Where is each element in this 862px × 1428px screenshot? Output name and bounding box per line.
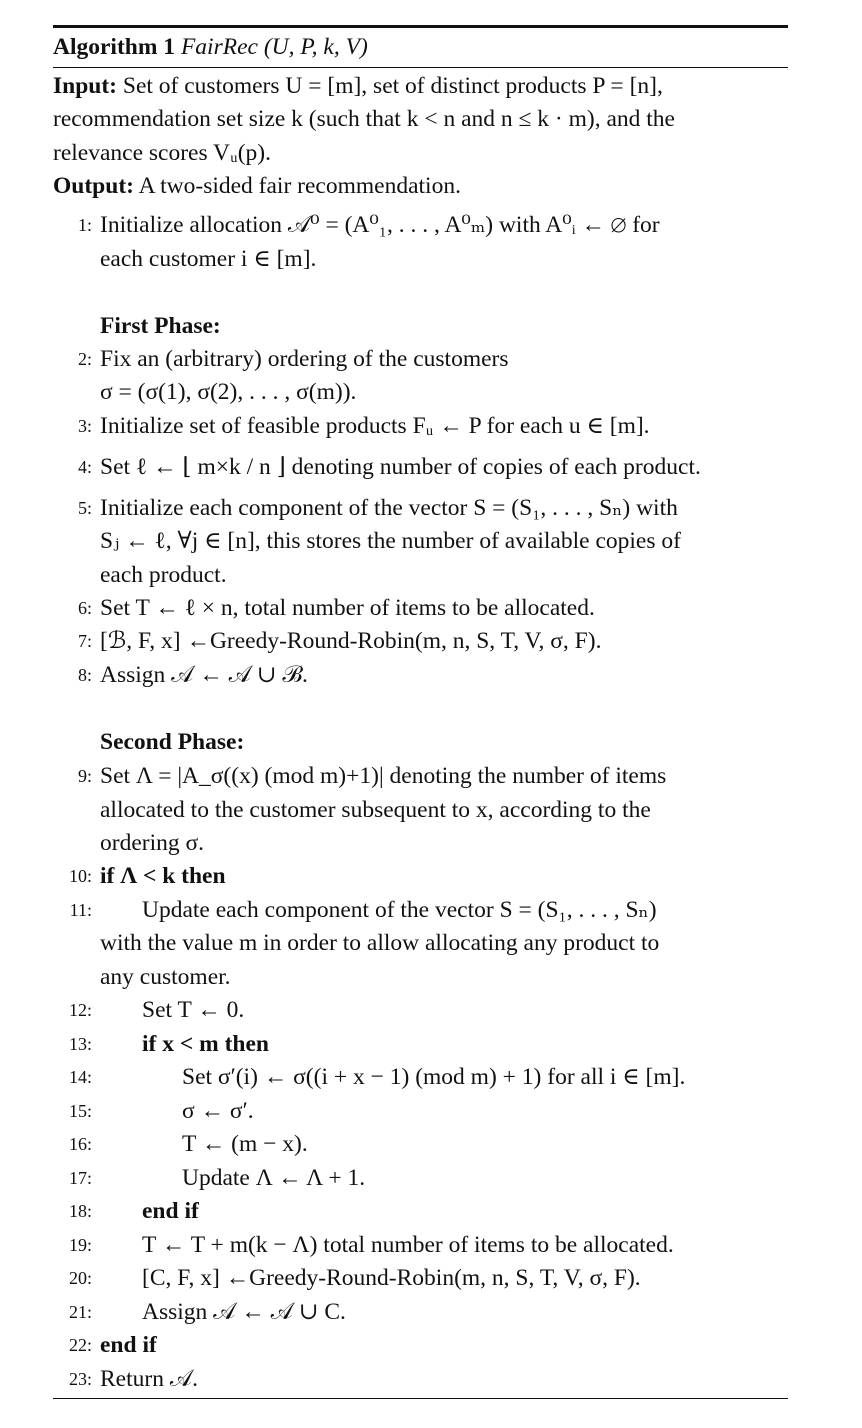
step-number: 3: xyxy=(77,416,92,436)
step-number: 7: xyxy=(77,631,92,651)
step-3-line-1: Initialize set of feasible products Fᵤ ← P for each u ∈ [m]. xyxy=(100,413,650,439)
step-1-line-1: Initialize allocation 𝒜⁰ = (A⁰₁, . . . , A⁰ₘ) with A⁰ᵢ ← ∅ for xyxy=(100,212,660,238)
step-number: 4: xyxy=(77,457,92,477)
step-5-line-1: Initialize each component of the vector S = (S₁, . . . , Sₙ) with xyxy=(100,495,678,521)
step-11-line-3: any customer. xyxy=(100,964,231,990)
step-11-line-1: Update each component of the vector S = (S₁, . . . , Sₙ) xyxy=(142,897,657,923)
step-number: 23: xyxy=(68,1369,92,1389)
top-rule xyxy=(53,25,788,28)
step-number: 21: xyxy=(68,1302,92,1322)
algorithm-name: FairRec xyxy=(180,34,258,60)
step-12-line-1: Set T ← 0. xyxy=(142,997,245,1023)
step-1-line-2: each customer i ∈ [m]. xyxy=(100,246,317,272)
step-number: 22: xyxy=(68,1335,92,1355)
input-line-3: relevance scores Vᵤ(p). xyxy=(53,140,272,166)
step-number: 18: xyxy=(68,1201,92,1221)
step-number: 11: xyxy=(69,900,92,920)
step-4-line-1: Set ℓ ← ⌊ m×k / n ⌋ denoting number of copies of each product. xyxy=(100,454,701,480)
title-rule xyxy=(53,67,788,68)
step-7-line-1: [ℬ, F, x] ←Greedy-Round-Robin(m, n, S, T, V, σ, F). xyxy=(100,628,602,654)
step-21-line-1: Assign 𝒜 ← 𝒜 ∪ C. xyxy=(142,1299,346,1325)
step-19-line-1: T ← T + m(k − Λ) total number of items to be allocated. xyxy=(142,1232,674,1258)
first-phase-heading: First Phase: xyxy=(100,313,221,339)
step-number: 16: xyxy=(68,1134,92,1154)
step-20-line-1: [C, F, x] ←Greedy-Round-Robin(m, n, S, T, V, σ, F). xyxy=(142,1265,641,1291)
step-number: 5: xyxy=(77,498,92,518)
input-line-2: recommendation set size k (such that k < n and n ≤ k · m), and the xyxy=(53,106,675,132)
step-11-line-2: with the value m in order to allow allocating any product to xyxy=(100,930,660,956)
step-10-line-1: if Λ < k then xyxy=(100,863,226,889)
step-22-line-1: end if xyxy=(100,1332,157,1358)
step-number: 10: xyxy=(68,866,92,886)
step-number: 9: xyxy=(77,766,92,786)
step-number: 15: xyxy=(68,1101,92,1121)
step-5-line-3: each product. xyxy=(100,562,227,588)
step-number: 2: xyxy=(77,349,92,369)
step-15-line-1: σ ← σ′. xyxy=(182,1098,254,1124)
step-number: 12: xyxy=(68,1000,92,1020)
step-number: 19: xyxy=(68,1235,92,1255)
algorithm-title xyxy=(53,33,368,61)
step-number: 8: xyxy=(77,665,92,685)
step-8-line-1: Assign 𝒜 ← 𝒜 ∪ ℬ. xyxy=(100,662,308,688)
step-number: 6: xyxy=(77,598,92,618)
step-6-line-1: Set T ← ℓ × n, total number of items to be allocated. xyxy=(100,595,595,621)
step-9-line-3: ordering σ. xyxy=(100,830,205,856)
step-17-line-1: Update Λ ← Λ + 1. xyxy=(182,1165,366,1191)
bottom-rule xyxy=(53,1398,788,1399)
output-line: Output: A two-sided fair recommendation. xyxy=(53,173,461,199)
step-number: 13: xyxy=(68,1034,92,1054)
step-9-line-2: allocated to the customer subsequent to x, according to the xyxy=(100,797,651,823)
step-14-line-1: Set σ′(i) ← σ((i + x − 1) (mod m) + 1) for all i ∈ [m]. xyxy=(182,1064,686,1090)
second-phase-heading: Second Phase: xyxy=(100,729,245,755)
step-23-line-1: Return 𝒜. xyxy=(100,1366,198,1392)
step-13-line-1: if x < m then xyxy=(142,1031,269,1057)
step-16-line-1: T ← (m − x). xyxy=(182,1131,308,1157)
step-9-line-1: Set Λ = |A_σ((x) (mod m)+1)| denoting the number of items xyxy=(100,763,667,789)
input-line-1: Input: Set of customers U = [m], set of distinct products P = [n], xyxy=(53,73,663,99)
algorithm-args: (U, P, k, V) xyxy=(263,34,368,60)
step-2-line-2: σ = (σ(1), σ(2), . . . , σ(m)). xyxy=(100,379,357,405)
step-number: 14: xyxy=(68,1067,92,1087)
step-number: 1: xyxy=(77,215,92,235)
algorithm-label: Algorithm 1 xyxy=(53,34,176,60)
step-number: 17: xyxy=(68,1168,92,1188)
step-18-line-1: end if xyxy=(142,1198,199,1224)
step-number: 20: xyxy=(68,1268,92,1288)
step-2-line-1: Fix an (arbitrary) ordering of the customers xyxy=(100,346,509,372)
step-5-line-2: Sⱼ ← ℓ, ∀j ∈ [n], this stores the number of available copies of xyxy=(100,528,681,554)
